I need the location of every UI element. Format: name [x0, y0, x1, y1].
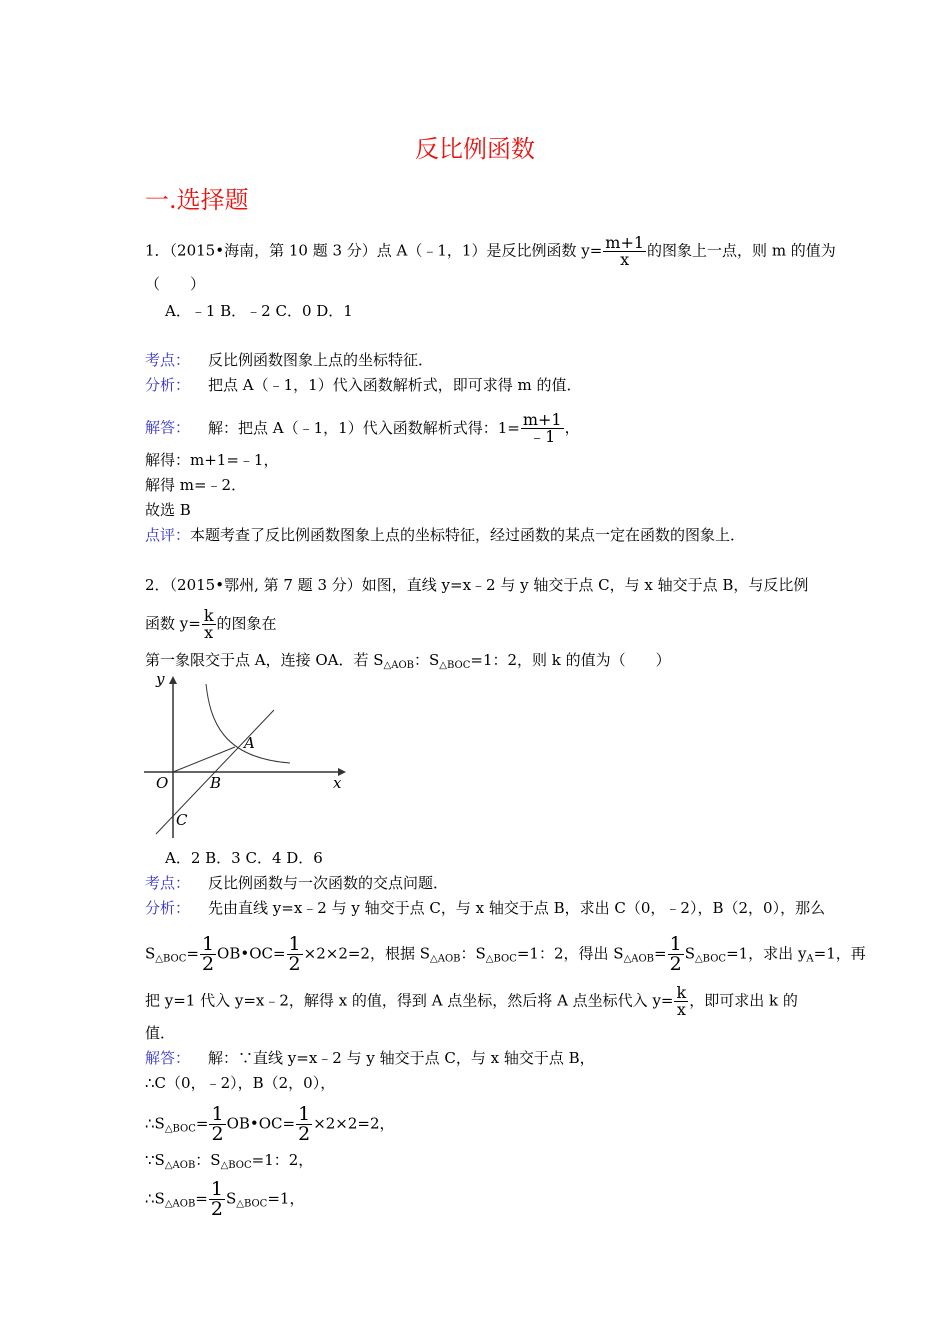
segment-oa	[173, 747, 235, 772]
j4-b: ：S	[195, 1151, 221, 1169]
j4-a: ∵S	[145, 1151, 165, 1169]
q2-kaodian	[145, 873, 448, 893]
q2-sub-aob: △AOB	[383, 660, 415, 671]
q2-fenxi-x: x	[676, 1000, 686, 1019]
j3-half1-den: 2	[211, 1123, 224, 1145]
q1-dianping-label: 点评：	[145, 526, 191, 544]
f2-half-2	[287, 935, 303, 974]
j5-a: ∴S	[145, 1189, 165, 1208]
f2-mid: OB•OC=	[217, 944, 286, 963]
q2-kaodian-text: 反比例函数与一次函数的交点问题．	[208, 874, 449, 892]
q2-options: A．2 B．3 C．4 D．6	[165, 849, 323, 867]
label-b: B	[210, 774, 222, 792]
q2-stem3b: =1：2，则 k 的值为（ ）	[470, 651, 671, 669]
f2-half2-num: 1	[288, 933, 301, 955]
q2-fenxi3a: 把 y=1 代入 y=x﹣2，解得 x 的值，得到 A 点坐标，然后将 A 点坐标代入 y=	[145, 991, 674, 1010]
q2-fenxi-line4: 值．	[145, 1024, 176, 1042]
j5-half	[209, 1180, 225, 1219]
label-o: O	[156, 774, 169, 792]
q1-jieda-comma: ，	[564, 418, 580, 437]
j5-b: =	[195, 1189, 208, 1208]
q1-kaodian	[145, 350, 433, 370]
j3-half2-den: 2	[298, 1123, 311, 1145]
q1-kaodian-text: 反比例函数图象上点的坐标特征．	[208, 351, 434, 369]
q2-jieda-line3	[145, 1105, 395, 1144]
f2-half2-den: 2	[288, 953, 301, 975]
q2-fenxi-line3	[145, 985, 798, 1018]
j3-a: ∴S	[145, 1114, 165, 1133]
q1-stem-a: 1．（2015•海南，第 10 题 3 分）点 A（﹣1，1）是反比例函数 y=	[145, 241, 603, 260]
q1-step2: 解得 m=﹣2．	[145, 476, 247, 494]
q2-k-over-x	[202, 608, 216, 641]
q2-fenxi-line2	[145, 935, 866, 974]
q2-jieda-label: 解答：	[145, 1049, 191, 1067]
j4-sub-aob: △AOB	[164, 1160, 196, 1171]
f2-eq2: =	[654, 944, 667, 963]
q2-sub-boc: △BOC	[439, 660, 471, 671]
q1-jieda-num: m+1	[522, 410, 562, 429]
q2-fenxi1-text: 先由直线 y=x﹣2 与 y 轴交于点 C，与 x 轴交于点 B，求出 C（0，﹣2），B（2，0），那么	[208, 899, 826, 917]
f2-half-3	[668, 935, 684, 974]
j3-b: =	[195, 1114, 209, 1133]
j3-half1-num: 1	[211, 1103, 224, 1125]
q2-jieda-line4	[145, 1150, 313, 1176]
f2-half-1	[200, 935, 216, 974]
q2-stem-line1: 2．（2015•鄂州, 第 7 题 3 分）如图，直线 y=x﹣2 与 y 轴交于点 C，与 x 轴交于点 B，与反比例	[145, 576, 809, 594]
label-a: A	[244, 734, 255, 752]
q1-fenxi-text: 把点 A（﹣1，1）代入函数解析式，即可求得 m 的值．	[208, 376, 582, 394]
q2-figure	[140, 670, 350, 842]
q1-dianping-text: 本题考查了反比例函数图象上点的坐标特征，经过函数的某点一定在函数的图象上．	[190, 526, 746, 544]
q2-stem2b: 的图象在	[216, 614, 277, 633]
f2-half3-den: 2	[669, 953, 682, 975]
q2-fenxi-k-over-x	[674, 985, 688, 1018]
q2-fenxi3b: ，即可求出 k 的	[689, 991, 798, 1010]
f2-sub-aob: △AOB	[430, 953, 461, 965]
f2-sub-boc: △BOC	[155, 953, 187, 965]
j3-half-2	[296, 1105, 312, 1144]
f2-c2: =1：2，得出 S	[516, 944, 624, 963]
q1-jieda-fraction	[521, 412, 564, 445]
f2-s: S	[145, 944, 156, 963]
j3-half-1	[209, 1105, 225, 1144]
f2-c3: S	[684, 944, 695, 963]
q2-fenxi-label: 分析：	[145, 899, 191, 917]
q1-fenxi	[145, 375, 581, 395]
q1-paren: （ ）	[145, 275, 206, 293]
q1-frac-den: x	[620, 250, 630, 269]
q1-fraction	[603, 235, 646, 268]
label-x: x	[333, 774, 342, 792]
f2-half1-num: 1	[201, 933, 215, 955]
q1-jieda	[145, 412, 580, 445]
j4-sub-boc: △BOC	[220, 1160, 252, 1171]
q1-jieda-label: 解答：	[145, 418, 191, 437]
q2-jieda1-text: 解：∵直线 y=x﹣2 与 y 轴交于点 C，与 x 轴交于点 B，	[208, 1049, 595, 1067]
q1-stem	[145, 235, 836, 268]
j5-half-num: 1	[210, 1178, 223, 1200]
f2-eq1: =	[186, 944, 199, 963]
q1-dianping	[145, 525, 745, 545]
q1-kaodian-label: 考点：	[145, 351, 191, 369]
q2-jieda-line5	[145, 1180, 304, 1219]
j3-sub-boc: △BOC	[164, 1123, 196, 1135]
q1-stem-b: 的图象上一点，则 m 的值为	[647, 241, 836, 260]
q1-step1: 解得：m+1=﹣1，	[145, 451, 279, 469]
f2-sub-a: A	[806, 953, 814, 965]
label-y: y	[156, 670, 165, 688]
j3-half2-num: 1	[298, 1103, 311, 1125]
q2-jieda-line2: ∴C（0，﹣2），B（2，0），	[145, 1074, 336, 1092]
q2-stem3a: 第一象限交于点 A，连接 OA．若 S	[145, 651, 384, 669]
j5-c: S	[225, 1189, 237, 1208]
q2-colon: ：S	[414, 651, 440, 669]
j5-d: =1，	[267, 1189, 305, 1208]
f2-sub-boc3: △BOC	[694, 953, 727, 965]
f2-c1: ：S	[460, 944, 486, 963]
f2-c4: =1，求出 y	[726, 944, 807, 963]
q1-frac-num: m+1	[605, 233, 645, 252]
f2-sub-boc2: △BOC	[485, 953, 517, 965]
label-c: C	[176, 811, 188, 829]
q2-jieda-line1	[145, 1048, 595, 1068]
q1-step3: 故选 B	[145, 501, 191, 519]
q2-stem2a: 函数 y=	[145, 614, 201, 633]
q2-frac-k: k	[203, 606, 214, 625]
q2-fenxi-k: k	[676, 983, 687, 1002]
f2-sub-aob2: △AOB	[623, 953, 655, 965]
j3-c: OB•OC=	[226, 1114, 296, 1133]
j5-sub-aob: △AOB	[164, 1198, 196, 1210]
section-heading: 一.选择题	[145, 186, 249, 214]
j4-c: =1：2，	[251, 1151, 314, 1169]
q1-jieda-text: 解：把点 A（﹣1，1）代入函数解析式得：1=	[208, 418, 520, 437]
q1-options: A．﹣1 B．﹣2 C．0 D．1	[165, 302, 353, 320]
f2-end: =1，再	[813, 944, 866, 963]
q2-stem-line2	[145, 608, 277, 641]
y-axis-arrow	[169, 676, 177, 684]
q1-jieda-den: ﹣1	[529, 427, 556, 446]
f2-half3-num: 1	[669, 933, 682, 955]
q2-frac-x: x	[204, 623, 214, 642]
j5-sub-boc: △BOC	[236, 1198, 268, 1210]
j3-d: ×2×2=2，	[313, 1114, 395, 1133]
f2-tail: ×2×2=2，根据 S	[303, 944, 431, 963]
f2-half1-den: 2	[201, 953, 215, 975]
q1-fenxi-label: 分析：	[145, 376, 191, 394]
q2-fenxi-line1	[145, 898, 825, 918]
page-title: 反比例函数	[415, 135, 535, 163]
j5-half-den: 2	[210, 1198, 223, 1220]
q2-kaodian-label: 考点：	[145, 874, 191, 892]
